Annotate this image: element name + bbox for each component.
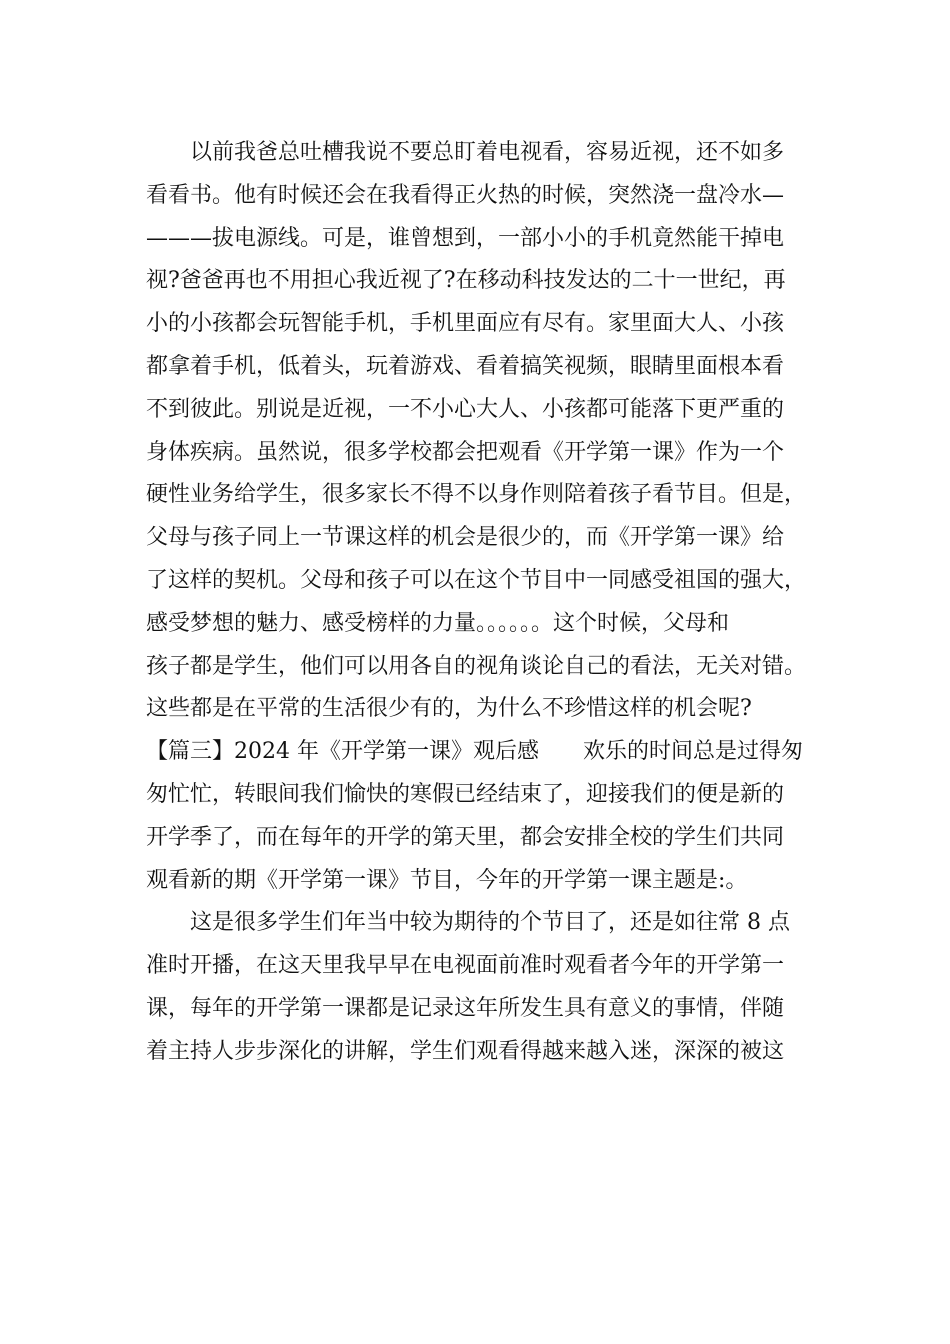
text-line: 视?爸爸再也不用担心我近视了?在移动科技发达的二十一世纪，再 — [146, 268, 786, 294]
text-line: 身体疾病。虽然说，很多学校都会把观看《开学第一课》作为一个 — [146, 439, 785, 465]
text-line: 以前我爸总吐槽我说不要总盯着电视看，容易近视，还不如多 — [190, 140, 785, 165]
text-line: 了这样的契机。父母和孩子可以在这个节目中一同感受祖国的强大， — [146, 567, 807, 593]
text-line: 不到彼此。别说是近视，一不小心大人、小孩都可能落下更严重的 — [146, 396, 785, 422]
text-line: 这些都是在平常的生活很少有的，为什么不珍惜这样的机会呢? — [146, 696, 752, 722]
text-line: 课，每年的开学第一课都是记录这年所发生具有意义的事情，伴随 — [146, 995, 785, 1021]
text-line: 看看书。他有时候还会在我看得正火热的时候，突然浇一盘冷水— — [146, 182, 785, 208]
text-line: 准时开播，在这天里我早早在电视面前准时观看者今年的开学第一 — [146, 953, 785, 979]
text-line: 感受梦想的魅力、感受榜样的力量。。。。。。这个时候，父母和 — [146, 610, 730, 636]
text-line: 这是很多学生们年当中较为期待的个节目了，还是如往常 8 点 — [190, 910, 790, 936]
section-heading-line: 【篇三】2024 年《开学第一课》观后感 欢乐的时间总是过得匆 — [146, 739, 803, 765]
text-line: 父母与孩子同上一节课这样的机会是很少的，而《开学第一课》给 — [146, 525, 785, 551]
text-line: 小的小孩都会玩智能手机，手机里面应有尽有。家里面大人、小孩 — [146, 311, 785, 337]
text-line: 孩子都是学生，他们可以用各自的视角谈论自己的看法，无关对错。 — [146, 653, 807, 679]
text-line: 都拿着手机，低着头，玩着游戏、看着搞笑视频，眼睛里面根本看 — [146, 353, 785, 379]
text-line: 观看新的期《开学第一课》节目，今年的开学第一课主题是:。 — [146, 867, 748, 893]
text-line: ———拔电源线。可是，谁曾想到，一部小小的手机竟然能干掉电 — [146, 225, 785, 251]
body-text — [146, 132, 826, 1074]
text-line: 开学季了，而在每年的开学的第天里，都会安排全校的学生们共同 — [146, 824, 785, 850]
text-line: 匆忙忙，转眼间我们愉快的寒假已经结束了，迎接我们的便是新的 — [146, 781, 785, 807]
text-line: 着主持人步步深化的讲解，学生们观看得越来越入迷，深深的被这 — [146, 1038, 785, 1064]
text-line: 硬性业务给学生，很多家长不得不以身作则陪着孩子看节目。但是， — [146, 482, 807, 508]
